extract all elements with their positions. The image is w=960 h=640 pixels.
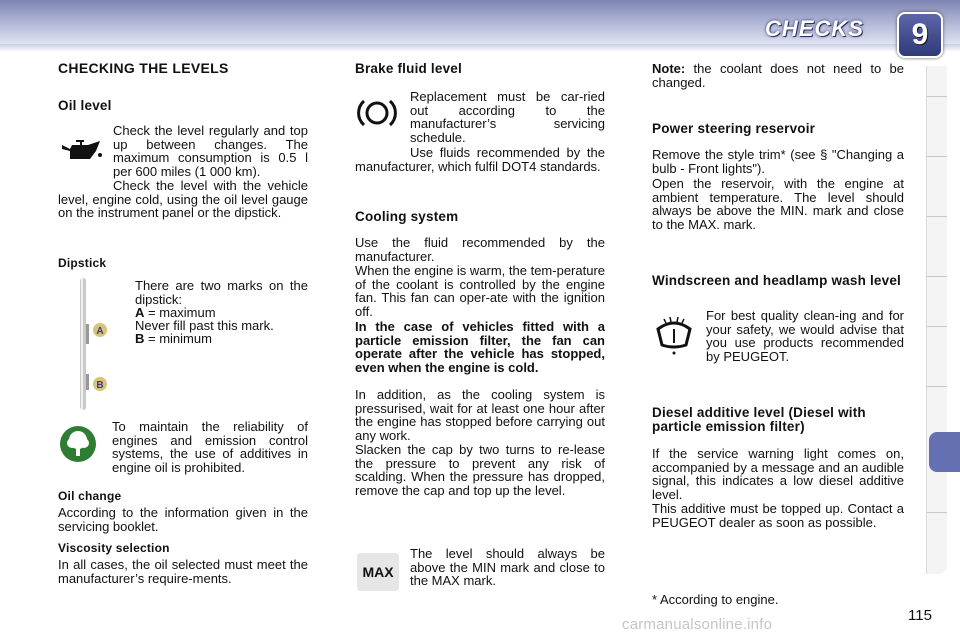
- cooling-paragraph: Use the fluid recommended by the manufacturer.: [355, 235, 605, 264]
- dipstick-paragraph: There are two marks on the dipstick:: [135, 278, 308, 307]
- washer-fluid-icon: [652, 313, 696, 357]
- brake-fluid-heading: Brake fluid level: [355, 61, 462, 76]
- brake-paragraph: Use fluids recommended by the manufacturer, which fulfil DOT4 standards.: [355, 145, 605, 174]
- oil-level-paragraph: Check the level regularly and top up between changes. The maximum consumption is 0.5 l per 600 miles (1 000 km).: [113, 123, 308, 179]
- tab-divider: [927, 276, 947, 277]
- footer-url[interactable]: carmanualsonline.info: [622, 616, 773, 633]
- oil-level-paragraph: Check the level with the vehicle level, engine cold, using the oil level gauge on the instrument panel or the dipstick.: [58, 178, 308, 220]
- cooling-system-heading: Cooling system: [355, 209, 459, 224]
- environment-tree-icon: [58, 424, 98, 464]
- mark-a-letter: A: [135, 305, 145, 320]
- mark-a-text: = maximum: [144, 305, 216, 320]
- tab-divider: [927, 326, 947, 327]
- dipstick-illustration: [68, 274, 118, 414]
- oil-can-icon: [58, 137, 104, 163]
- cooling-paragraph: In addition, as the cooling system is pressurised, wait for at least one hour after the engine has stopped before carrying out any work.: [355, 387, 605, 443]
- tab-divider: [927, 156, 947, 157]
- side-tabs: [926, 66, 947, 574]
- tab-divider: [927, 386, 947, 387]
- dipstick-mark-a: A: [96, 326, 104, 337]
- max-level-icon: [357, 553, 399, 591]
- power-steering-paragraph: Open the reservoir, with the engine at ambient temperature. The level should always be above the MIN. mark and close to the MAX. mark.: [652, 176, 904, 232]
- max-icon-label: MAX: [362, 564, 394, 580]
- tab-divider: [927, 216, 947, 217]
- dipstick-mark-b: B: [96, 380, 104, 391]
- never-fill-text: Never fill past this mark.: [135, 318, 274, 333]
- environment-paragraph: To maintain the reliability of engines and emission control systems, the use of additives in engine oil is prohibited.: [112, 419, 308, 475]
- section-heading: CHECKING THE LEVELS: [58, 60, 229, 76]
- oil-level-heading: Oil level: [58, 98, 112, 113]
- tab-divider: [927, 512, 947, 513]
- dipstick-heading: Dipstick: [58, 256, 107, 270]
- diesel-paragraph: If the service warning light comes on, accompanied by a message and an audible signal, this indicates a low diesel additive level.: [652, 446, 904, 502]
- washer-heading: Windscreen and headlamp wash level: [652, 273, 902, 288]
- power-steering-paragraph: Remove the style trim* (see § "Changing a bulb - Front lights").: [652, 147, 904, 176]
- cooling-paragraph: When the engine is warm, the tem-perature of the coolant is controlled by the engine fan. This fan can oper-ate with the ignition off.: [355, 263, 606, 319]
- tab-divider: [927, 96, 947, 97]
- brake-warning-icon: [357, 96, 397, 130]
- brake-paragraph: Replacement must be car-ried out according to the manufacturer’s servicing schedule.: [410, 89, 605, 145]
- diesel-paragraph: This additive must be topped up. Contact a PEUGEOT dealer as soon as possible.: [652, 501, 904, 530]
- page-number: 115: [908, 607, 932, 624]
- oil-change-paragraph: According to the information given in the servicing booklet.: [58, 505, 308, 534]
- viscosity-paragraph: In all cases, the oil selected must meet the manufacturer’s require-ments.: [58, 557, 308, 586]
- viscosity-heading: Viscosity selection: [58, 541, 170, 555]
- header-swoosh: [0, 44, 960, 52]
- coolant-note: [652, 62, 904, 89]
- chapter-badge: [897, 12, 943, 58]
- chapter-title: CHECKS: [765, 16, 864, 41]
- chapter-number: 9: [911, 18, 929, 51]
- max-level-paragraph: The level should always be above the MIN mark and close to the MAX mark.: [410, 546, 605, 588]
- note-label: Note:: [652, 61, 686, 76]
- oil-change-heading: Oil change: [58, 489, 122, 503]
- power-steering-heading: Power steering reservoir: [652, 121, 816, 136]
- footnote: * According to engine.: [652, 592, 779, 607]
- mark-b-letter: B: [135, 331, 145, 346]
- active-chapter-tab[interactable]: [929, 432, 960, 472]
- note-text: the coolant does not need to be changed.: [652, 61, 904, 90]
- cooling-warning-bold: In the case of vehicles fitted with a particle emission filter, the fan can operate after the vehicle has stopped, even when the engine is cold.: [355, 319, 605, 375]
- washer-paragraph: For best quality clean-ing and for your safety, we would advise that you use products recommended by PEUGEOT.: [706, 308, 904, 364]
- cooling-paragraph: Slacken the cap by two turns to re-lease the pressure to prevent any risk of scalding. When the pressure has dropped, remove the cap and top up the level.: [355, 442, 605, 498]
- mark-b-line: [135, 332, 308, 346]
- diesel-additive-heading: Diesel additive level (Diesel with particle emission filter): [652, 405, 866, 434]
- mark-b-text: = minimum: [144, 331, 212, 346]
